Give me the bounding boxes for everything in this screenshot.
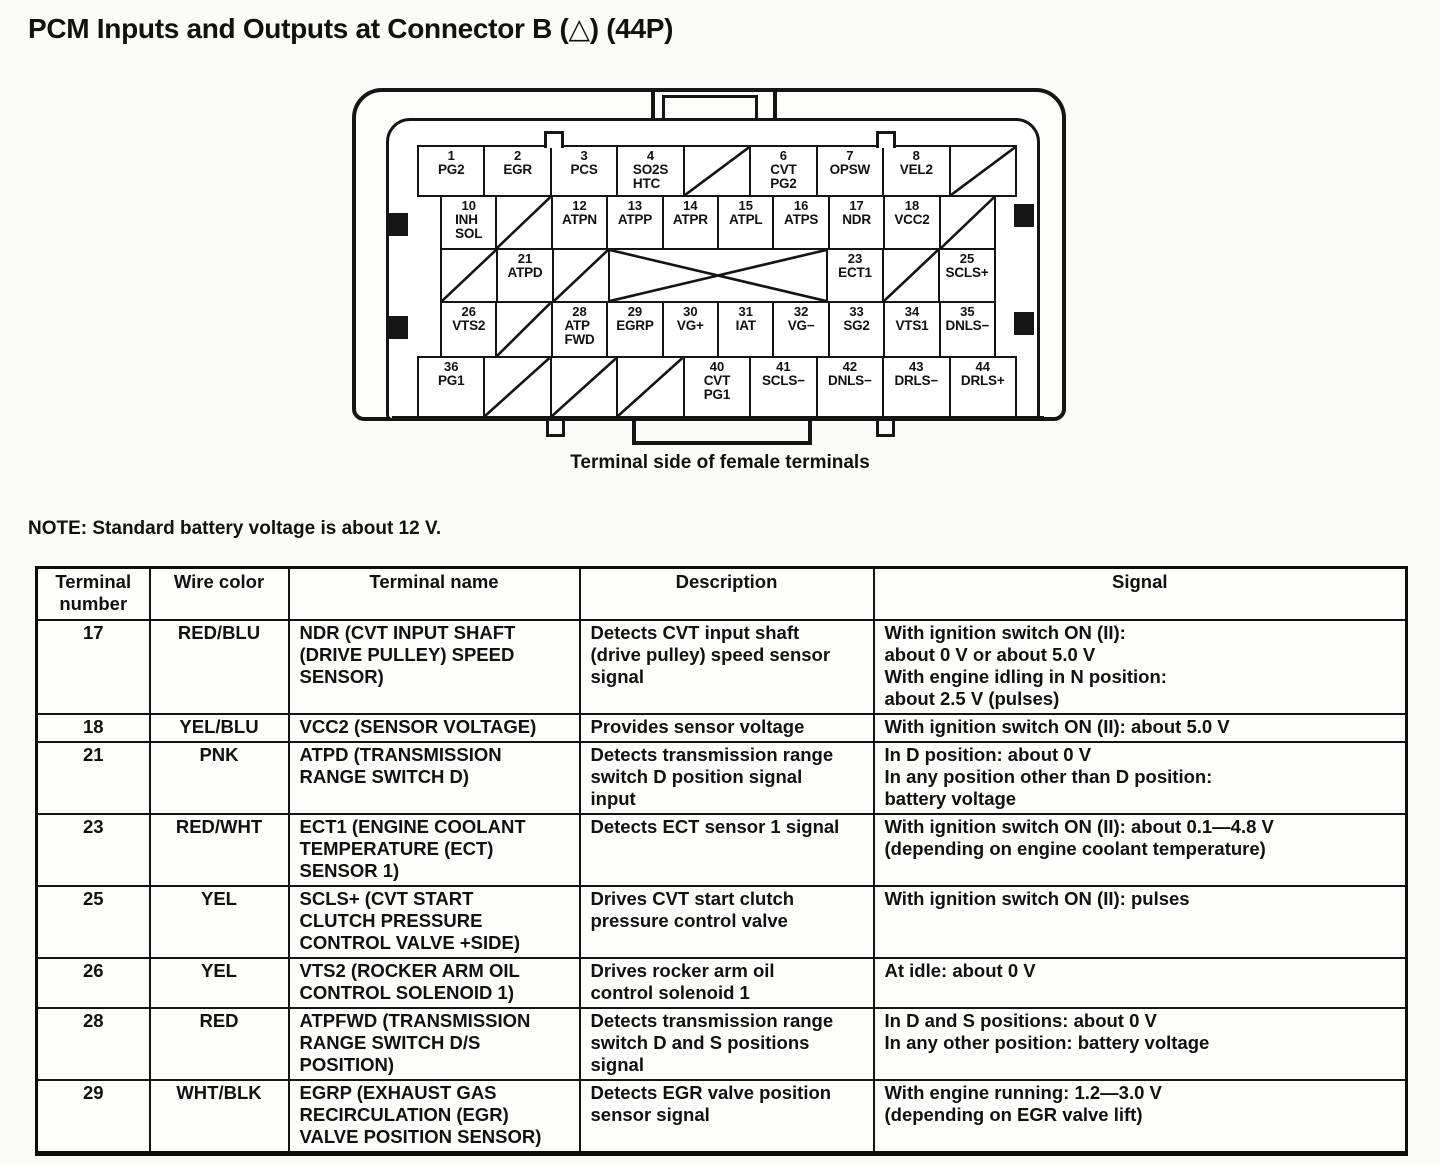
terminal-label: INH SOL [455,211,483,242]
terminal-number: 2 [514,148,522,163]
terminal-cell-25 [938,248,996,303]
signal-cell: In D and S positions: about 0 V In any other position: battery voltage [874,1008,1407,1080]
terminal-number: 17 [849,198,864,213]
terminal-row-1 [417,145,1017,197]
terminal-number: 36 [443,359,459,374]
blank-cell [552,248,610,303]
terminal-cell-33 [828,301,885,358]
terminal-number-cell: 18 [37,714,150,742]
terminal-cell-2 [483,145,551,197]
connector-side-lug [388,316,408,339]
terminal-label: SG2 [843,317,870,333]
terminal-cell-36 [417,356,485,418]
table-row [37,886,1407,958]
wire-color-cell: YEL [150,886,289,958]
terminal-name-cell: VCC2 (SENSOR VOLTAGE) [289,714,580,742]
terminal-number: 1 [447,148,455,163]
blank-cell [550,356,618,418]
terminal-label: VEL2 [899,161,933,177]
terminal-cell-26 [440,301,497,358]
description-cell: Drives CVT start clutch pressure control valve [580,886,874,958]
description-cell: Detects transmission range switch D position signal input [580,742,874,814]
connector-diagram [352,85,1072,490]
terminal-label: DRLS+ [960,372,1005,388]
terminal-label: IAT [735,317,756,333]
terminal-label: DRLS− [894,372,939,388]
terminal-number: 12 [572,198,587,213]
terminal-number: 26 [461,304,476,319]
wire-color-cell: YEL/BLU [150,714,289,742]
terminal-number: 6 [779,148,788,163]
column-header: Terminal number [37,568,150,621]
terminal-number: 34 [904,304,920,319]
terminal-name-cell: NDR (CVT INPUT SHAFT (DRIVE PULLEY) SPEED SENSOR) [289,620,580,714]
terminal-label: SCLS− [761,372,805,388]
terminal-number: 44 [975,359,990,374]
blank-cell [483,356,551,418]
terminal-cell-40 [683,356,751,418]
terminal-cell-8 [882,145,950,197]
table-row [37,1080,1407,1154]
terminal-cell-14 [662,195,719,250]
terminal-cell-23 [826,248,884,303]
terminal-number: 30 [683,304,698,319]
blank-cell [683,145,751,197]
blank-cell [495,301,552,358]
terminal-cell-28 [551,301,608,358]
terminal-label: EGR [503,161,532,177]
terminal-number: 23 [847,251,863,266]
description-cell: Detects ECT sensor 1 signal [580,814,874,886]
terminal-number: 13 [627,198,643,213]
terminal-number: 41 [776,359,791,374]
connector-bottom-key-left [546,421,565,437]
terminal-number: 32 [793,304,809,319]
terminal-row-4 [440,301,996,358]
terminal-cell-17 [828,195,885,250]
signal-cell: With ignition switch ON (II): about 5.0 V [874,714,1407,742]
terminal-label: VTS1 [895,317,929,333]
signal-cell: At idle: about 0 V [874,958,1407,1008]
terminal-name-cell: VTS2 (ROCKER ARM OIL CONTROL SOLENOID 1) [289,958,580,1008]
terminal-label: VG− [787,317,815,333]
terminal-number: 28 [572,304,587,319]
terminal-cell-13 [606,195,663,250]
terminal-cell-34 [883,301,940,358]
terminal-label: VG+ [676,317,704,333]
terminal-number: 33 [849,304,864,319]
connector-side-lug [1014,204,1034,227]
terminal-number: 31 [738,304,753,319]
terminal-number-cell: 25 [37,886,150,958]
terminal-cell-31 [717,301,774,358]
terminal-row-3 [440,248,996,303]
connector-bottom-bracket [632,421,812,445]
description-cell: Drives rocker arm oil control solenoid 1 [580,958,874,1008]
terminal-cell-32 [772,301,829,358]
column-header: Signal [874,568,1407,621]
terminal-label: ATPR [672,211,708,227]
terminal-name-cell: SCLS+ (CVT START CLUTCH PRESSURE CONTROL VALVE +SIDE) [289,886,580,958]
terminal-label: EGRP [616,317,654,333]
terminal-number: 18 [904,198,920,213]
terminal-number: 3 [580,148,588,163]
wire-color-cell: RED [150,1008,289,1080]
column-header: Terminal name [289,568,580,621]
table-body [37,620,1407,1154]
terminal-number: 7 [846,148,854,163]
blank-cell [440,248,498,303]
terminal-number: 8 [912,148,920,163]
table-row [37,958,1407,1008]
wire-color-cell: RED/WHT [150,814,289,886]
terminal-number: 15 [738,198,753,213]
terminal-label: SO2S HTC [632,161,669,192]
signal-cell: In D position: about 0 V In any position other than D position: battery voltage [874,742,1407,814]
terminal-label: ATPS [784,211,819,227]
column-header: Description [580,568,874,621]
connector-top-key-left [544,131,564,148]
terminal-name-cell: ATPD (TRANSMISSION RANGE SWITCH D) [289,742,580,814]
connector-side-lug [388,213,408,236]
wire-color-cell: PNK [150,742,289,814]
terminal-label: ATPN [562,211,597,227]
description-cell: Detects CVT input shaft (drive pulley) speed sensor signal [580,620,874,714]
terminal-name-cell: ECT1 (ENGINE COOLANT TEMPERATURE (ECT) SENSOR 1) [289,814,580,886]
connector-side-lug [1014,312,1034,335]
terminal-number-cell: 17 [37,620,150,714]
terminal-number: 25 [959,251,975,266]
terminal-number: 40 [709,359,725,374]
terminal-number-cell: 26 [37,958,150,1008]
wire-color-cell: YEL [150,958,289,1008]
terminal-cell-3 [550,145,618,197]
terminal-label: PCS [570,161,598,177]
terminal-label: PG2 [438,161,465,177]
terminal-label: CVT PG1 [703,372,731,403]
terminal-cell-35 [939,301,996,358]
blank-cell [882,248,940,303]
terminal-label: DNLS− [945,317,990,333]
terminal-cell-43 [882,356,950,418]
terminal-cell-4 [616,145,684,197]
terminal-label: NDR [842,211,871,227]
terminal-cell-18 [883,195,940,250]
table-row [37,1008,1407,1080]
terminal-label: ATPD [507,264,543,280]
terminal-number: 4 [646,148,655,163]
signal-cell: With ignition switch ON (II): about 0.1—4.8 V (depending on engine coolant temperature) [874,814,1407,886]
description-cell: Provides sensor voltage [580,714,874,742]
description-cell: Detects EGR valve position sensor signal [580,1080,874,1154]
connector-bottom-edge [392,416,1044,421]
terminal-label: ATPL [729,211,763,227]
terminal-number-cell: 23 [37,814,150,886]
terminal-name-cell: EGRP (EXHAUST GAS RECIRCULATION (EGR) VALVE POSITION SENSOR) [289,1080,580,1154]
terminal-number: 43 [909,359,924,374]
terminal-number-cell: 28 [37,1008,150,1080]
terminal-label: PG1 [438,372,465,388]
column-header: Wire color [150,568,289,621]
terminal-cell-1 [417,145,485,197]
blocked-cell [608,248,828,303]
connector-bottom-key-right [876,421,895,437]
blank-cell [616,356,684,418]
terminal-number: 35 [960,304,975,319]
terminal-cell-29 [606,301,663,358]
terminal-number: 42 [842,359,858,374]
blank-cell [949,145,1017,197]
terminal-label: ECT1 [838,264,872,280]
terminal-label: DNLS− [828,372,872,388]
blank-cell [939,195,996,250]
terminal-number: 29 [627,304,643,319]
terminal-label: OPSW [829,161,871,177]
connector-top-key-right [876,131,896,148]
terminal-cell-10 [440,195,497,250]
note-text: NOTE: Standard battery voltage is about 12 V. [28,518,442,539]
terminal-name-cell: ATPFWD (TRANSMISSION RANGE SWITCH D/S POSITION) [289,1008,580,1080]
table-header [37,568,1407,621]
terminal-label: VTS2 [452,317,486,333]
terminal-cell-15 [717,195,774,250]
terminal-number-cell: 29 [37,1080,150,1154]
page-title: PCM Inputs and Outputs at Connector B (△) (44P) [28,13,674,44]
diagram-caption: Terminal side of female terminals [570,452,870,473]
terminal-label: CVT PG2 [770,161,797,192]
blank-cell [495,195,552,250]
wire-color-cell: RED/BLU [150,620,289,714]
table-row [37,620,1407,714]
terminal-number: 21 [517,251,533,266]
terminal-label: ATP FWD [564,317,595,348]
table-row [37,814,1407,886]
description-cell: Detects transmission range switch D and S positions signal [580,1008,874,1080]
terminal-cell-7 [816,145,884,197]
signal-cell: With ignition switch ON (II): pulses [874,886,1407,958]
wire-color-cell: WHT/BLK [150,1080,289,1154]
terminal-row-5 [417,356,1017,418]
terminal-row-2 [440,195,996,250]
terminal-cell-6 [749,145,817,197]
terminal-cell-30 [662,301,719,358]
terminal-cell-21 [496,248,554,303]
terminal-label: SCLS+ [945,264,989,280]
table-row [37,742,1407,814]
terminal-number: 10 [461,198,476,213]
terminal-number-cell: 21 [37,742,150,814]
terminal-cell-41 [749,356,817,418]
table-row [37,714,1407,742]
terminal-label: VCC2 [894,211,930,227]
terminal-number: 16 [793,198,809,213]
terminal-cell-44 [949,356,1017,418]
terminal-cell-42 [816,356,884,418]
pinout-table [35,566,1408,1156]
terminal-number: 14 [683,198,698,213]
signal-cell: With ignition switch ON (II): about 0 V or about 5.0 V With engine idling in N position: about 2.5 V (pulses) [874,620,1407,714]
terminal-label: ATPP [617,211,653,227]
terminal-cell-12 [551,195,608,250]
terminal-cell-16 [772,195,829,250]
signal-cell: With engine running: 1.2—3.0 V (depending on EGR valve lift) [874,1080,1407,1154]
